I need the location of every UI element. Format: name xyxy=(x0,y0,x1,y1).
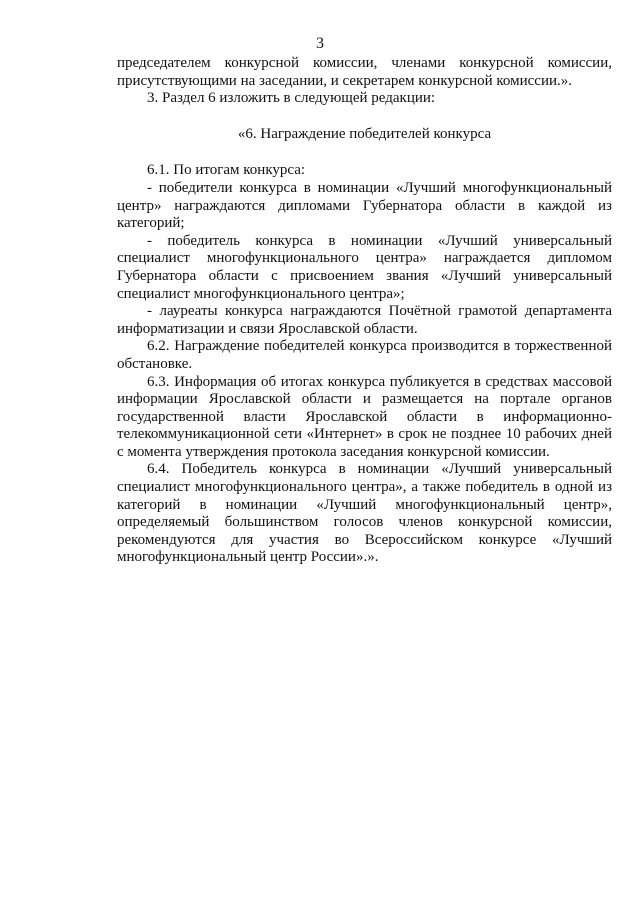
paragraph-6-4: 6.4. Победитель конкурса в номинации «Лучший универсальный специалист многофункционального центра», а также победитель в одной из категорий в номинации «Лучший многофункциональный центр», определяемый большинством голосов членов конкурсной комиссии, рекомендуются для участия во Всероссийском конкурсе «Лучший многофункциональный центр России».». xyxy=(117,461,612,566)
paragraph-6-1-item-b: - победитель конкурса в номинации «Лучший универсальный специалист многофункционального центра» награждается дипломом Губернатора области с присвоением звания «Лучший универсальный специалист многофункционального центра»; xyxy=(117,232,612,302)
paragraph-continuation: председателем конкурсной комиссии, членами конкурсной комиссии, присутствующими на заседании, и секретарем конкурсной комиссии.». xyxy=(117,55,612,89)
paragraph-6-1-item-c: - лауреаты конкурса награждаются Почётной грамотой департамента информатизации и связи Ярославской области. xyxy=(117,303,612,337)
section-heading: «6. Награждение победителей конкурса xyxy=(237,125,492,142)
paragraph-6-3: 6.3. Информация об итогах конкурса публикуется в средствах массовой информации Ярославской области и размещается на портале органов государственной власти Ярославской области в информационно-телекоммуникационной сети «Интернет» в срок не позднее 10 рабочих дней с момента утверждения протокола заседания конкурсной комиссии. xyxy=(117,373,612,460)
paragraph-6-1-item-a: - победители конкурса в номинации «Лучший многофункциональный центр» награждаются дипломами Губернатора области в каждой из категорий; xyxy=(117,179,612,232)
paragraph-6-2: 6.2. Награждение победителей конкурса производится в торжественной обстановке. xyxy=(117,338,612,372)
page-number: 3 xyxy=(316,35,324,52)
paragraph-6-1: 6.1. По итогам конкурса: xyxy=(147,162,306,179)
paragraph-section-edit: 3. Раздел 6 изложить в следующей редакции: xyxy=(147,90,436,107)
document-body xyxy=(117,55,612,567)
